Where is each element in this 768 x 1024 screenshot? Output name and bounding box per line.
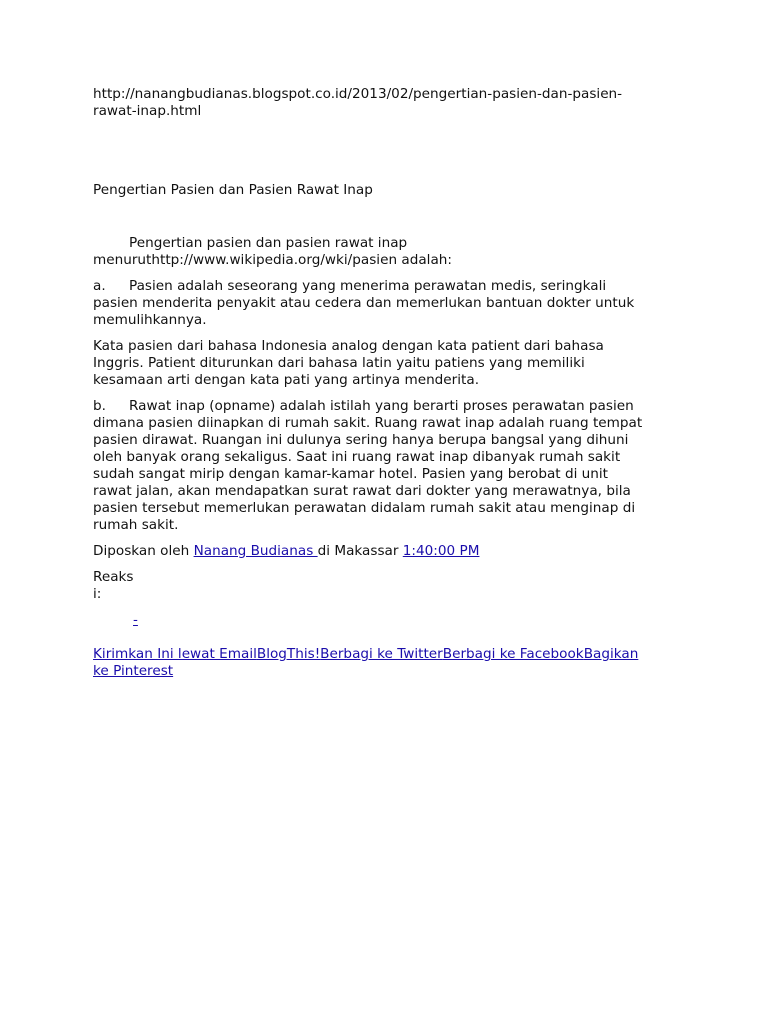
share-twitter-link[interactable]: Berbagi ke Twitter (320, 646, 443, 662)
item-b-line-8: rumah sakit. (93, 517, 179, 533)
item-b-line-2: dimana pasien diinapkan di rumah sakit. Ruang rawat inap adalah ruang tempat (93, 415, 643, 431)
reactions-label-line-2: i: (93, 586, 102, 602)
item-b-line-6: rawat jalan, akan mendapatkan surat rawat dari dokter yang merawatnya, bila (93, 483, 631, 499)
dash-line (133, 612, 138, 629)
dash-link[interactable]: - (133, 612, 138, 628)
etymology-line-2: Inggris. Patient diturunkan dari bahasa latin yaitu patiens yang memiliki (93, 355, 585, 371)
item-a-line-1 (93, 278, 606, 295)
posted-location: di Makassar (317, 543, 403, 559)
source-url-line-2: rawat-inap.html (93, 103, 202, 119)
item-a-line-3: memulihkannya. (93, 312, 207, 328)
intro-line-1: Pengertian pasien dan pasien rawat inap (129, 235, 408, 251)
etymology-line-1: Kata pasien dari bahasa Indonesia analog dengan kata patient dari bahasa (93, 338, 604, 354)
share-pinterest-link-part-2[interactable]: ke Pinterest (93, 663, 174, 679)
post-time-link[interactable]: 1:40:00 PM (402, 543, 480, 559)
share-facebook-link[interactable]: Berbagi ke Facebook (442, 646, 584, 662)
reactions-label-line-1: Reaks (93, 569, 134, 585)
item-b-line-4: oleh banyak orang sekaligus. Saat ini ruang rawat inap dibanyak rumah sakit (93, 449, 621, 465)
posted-by-line (93, 543, 479, 560)
item-a-marker: a. (93, 278, 106, 294)
item-b-line-7: pasien tersebut memerlukan perawatan didalam rumah sakit atau menginap di (93, 500, 636, 516)
page-title: Pengertian Pasien dan Pasien Rawat Inap (93, 182, 373, 198)
item-a-text-1: Pasien adalah seseorang yang menerima perawatan medis, seringkali (129, 278, 607, 294)
author-link[interactable]: Nanang Budianas (193, 543, 318, 559)
posted-prefix: Diposkan oleh (93, 543, 194, 559)
etymology-line-3: kesamaan arti dengan kata pati yang artinya menderita. (93, 372, 480, 388)
item-b-text-1: Rawat inap (opname) adalah istilah yang berarti proses perawatan pasien (129, 398, 634, 414)
source-url-line-1: http://nanangbudianas.blogspot.co.id/2013/02/pengertian-pasien-dan-pasien- (93, 86, 623, 102)
share-links-line-2 (93, 663, 173, 680)
item-a-line-2: pasien menderita penyakit atau cedera dan memerlukan bantuan dokter untuk (93, 295, 635, 311)
intro-line-2: menuruthttp://www.wikipedia.org/wki/pasien adalah: (93, 252, 452, 268)
share-email-link[interactable]: Kirimkan Ini lewat Email (93, 646, 257, 662)
item-b-line-5: sudah sangat mirip dengan kamar-kamar hotel. Pasien yang berobat di unit (93, 466, 609, 482)
item-b-line-3: pasien dirawat. Ruangan ini dulunya sering hanya berupa bangsal yang dihuni (93, 432, 629, 448)
item-b-marker: b. (93, 398, 106, 414)
share-links-line-1 (93, 646, 638, 663)
item-b-line-1 (93, 398, 634, 415)
share-pinterest-link-part-1[interactable]: Bagikan (583, 646, 639, 662)
share-blogthis-link[interactable]: BlogThis! (256, 646, 321, 662)
